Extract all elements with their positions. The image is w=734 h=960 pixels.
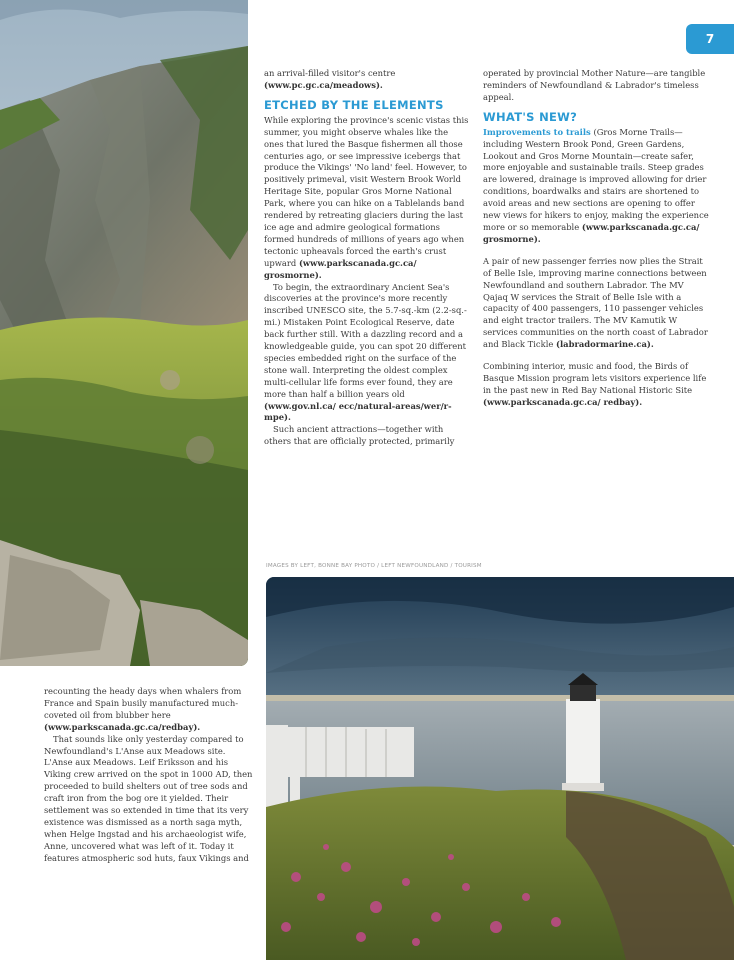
grosmorne-link[interactable]: (www.parkscanada.gc.ca/ grosmorne). <box>483 221 700 244</box>
paragraph-text: A pair of new passenger ferries now plies the Strait of Belle Isle, improving marine connections between Newfoundland and southern Labrador. The MV Qajaq W services the Strait of Belle Isle with a capacity of 400 passengers, 110 passenger vehicles and eight tractor trailers. The MV Kamutik W services communities on the north coast of Labrador and Black Tickle <box>483 255 708 350</box>
paragraph <box>483 256 709 351</box>
cliff-photo <box>0 0 248 666</box>
page-number-tab <box>686 24 734 54</box>
paragraph-text: To begin, the extraordinary Ancient Sea's discoveries at the province's more recently inscribed UNESCO site, the 5.7-sq.-km (2.2-sq.-mi.) Mistaken Point Ecological Reserve, date back further still. With a dazzling record and a knowledgeable guide, you can spot 20 different species embedded right on the surface of the stone wall. Interpreting the oldest complex multi-cellular life forms ever found, they are more than half a billion years old <box>264 281 467 399</box>
grosmorne-link[interactable]: (www.parkscanada.gc.ca/ grosmorne). <box>264 257 417 280</box>
redbay-link[interactable]: (www.parkscanada.gc.ca/redbay). <box>44 721 201 732</box>
photo-credit: IMAGES BY LEFT, BONNE BAY PHOTO / LEFT NEWFOUNDLAND / TOURISM <box>266 563 482 569</box>
paragraph-text: Such ancient attractions—together with others that are officially protected, primarily <box>264 424 455 447</box>
intro-text <box>264 68 470 92</box>
paragraph-text: Combining interior, music and food, the Birds of Basque Mission program lets visitors experience life in the past new in Red Bay National Historic Site <box>483 361 707 395</box>
paragraph-text: (Gros Morne Trails—including Western Brook Pond, Green Gardens, Lookout and Gros Morne Mountain—create safer, more enjoyable and sustainable trails. Steep grades are lowered, drainage is improved allowing for drier conditions, boardwalks and stairs are shortened to avoid areas and new sections are opening to offer new views for hikers to enjoy, making the experience more or so memorable <box>483 126 709 232</box>
paragraph <box>44 734 254 865</box>
lighthouse-photo <box>266 577 734 960</box>
lead-in: Improvements to trails <box>483 126 591 137</box>
paragraph <box>483 68 709 104</box>
article-column-middle <box>264 68 470 448</box>
redbay-link[interactable]: (www.parkscanada.gc.ca/ redbay). <box>483 396 643 407</box>
intro-line: an arrival-filled visitor's centre <box>264 68 396 78</box>
paragraph-text: That sounds like only yesterday compared to Newfoundland's L'Anse aux Meadows site. L'Anse aux Meadows. Leif Eriksson and his Viking crew arrived on the spot in 1000 AD, then proceeded to build shelters out of tree sods and craft iron from the bog ore it yielded. Their settlement was so extended in time that its very existence was dismissed as a north saga myth, when Helge Ingstad and his archaeologist wife, Anne, uncovered what was left of it. Today it features atmospheric sod huts, faux Vikings and <box>44 733 253 863</box>
paragraph <box>264 424 470 448</box>
article-column-right <box>483 68 709 409</box>
article-column-left <box>44 686 254 865</box>
etched-heading: ETCHED BY THE ELEMENTS <box>264 97 444 112</box>
paragraph <box>264 282 470 425</box>
meadows-link[interactable]: (www.pc.gc.ca/meadows). <box>264 79 383 90</box>
mistaken-point-link[interactable]: (www.gov.nl.ca/ ecc/natural-areas/wer/r-mpe). <box>264 400 452 423</box>
paragraph <box>483 127 709 246</box>
paragraph-text: While exploring the province's scenic vistas this summer, you might observe whales like the ones that lured the Basque fishermen all those centuries ago, or see impressive icebergs that produce the Vikings' 'No land' feel. However, to positively primeval, visit Western Brook World Heritage Site, popular Gros Morne National Park, where you can hike on a Tablelands band rendered by retreating glaciers during the last ice age and admire geological formations formed hundreds of millions of years ago when tectonic upheavals forced the earth's crust upward <box>264 114 469 268</box>
paragraph-text: recounting the heady days when whalers from France and Spain busily manufactured much-coveted oil from blubber here <box>44 686 242 720</box>
page-number: 7 <box>705 32 715 46</box>
paragraph <box>44 686 254 734</box>
whats-new-heading: WHAT'S NEW? <box>483 109 578 124</box>
paragraph <box>264 115 470 282</box>
paragraph-text: operated by provincial Mother Nature—are tangible reminders of Newfoundland & Labrador's timeless appeal. <box>483 68 706 102</box>
labrador-marine-link[interactable]: (labradormarine.ca). <box>556 339 654 350</box>
paragraph <box>483 361 709 409</box>
